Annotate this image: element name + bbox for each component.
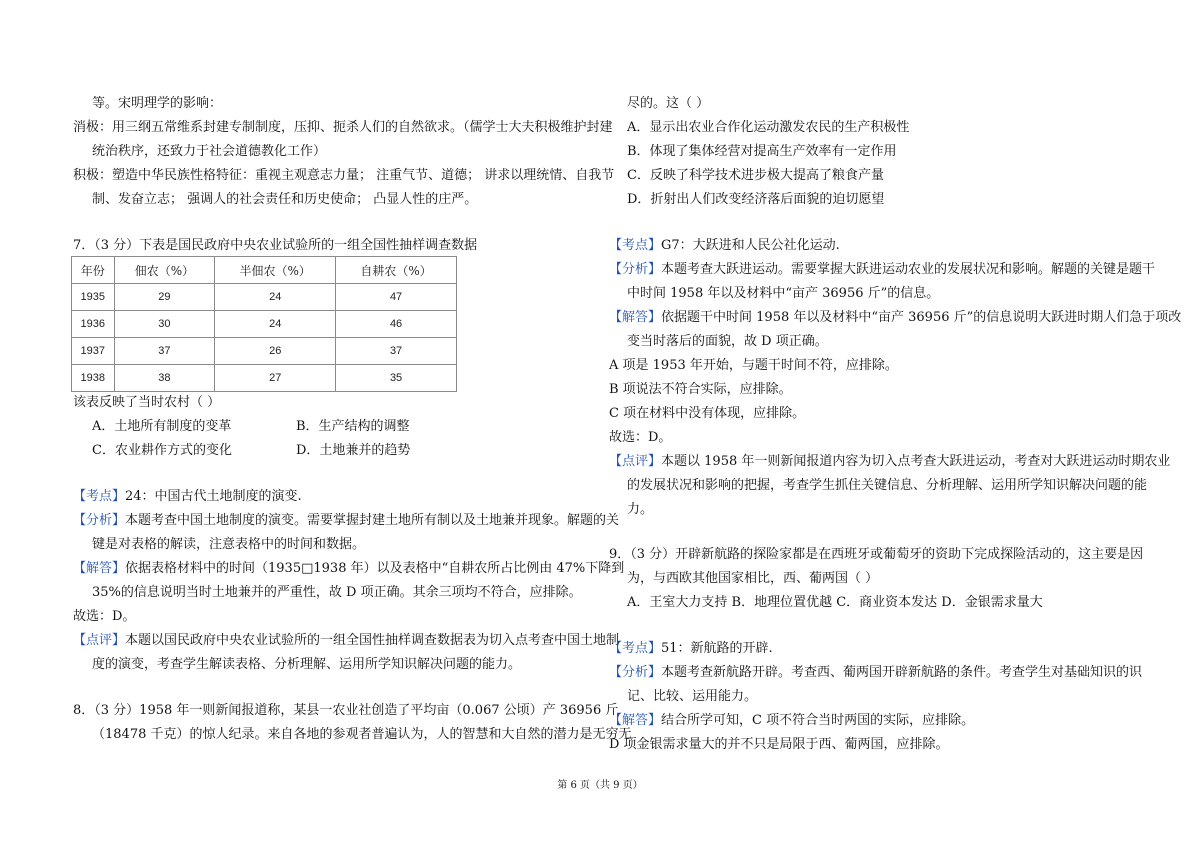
kaodian-text: 24：中国古代土地制度的演变.: [125, 489, 302, 504]
text-line: 尽的。这（ ）: [627, 96, 710, 111]
jieda-text: 依据表格材料中的时间（1935□1938 年）以及表格中“自耕农所占比例由 47%下降到: [125, 561, 625, 576]
table-cell: 46: [336, 311, 457, 338]
table-cell: 1938: [72, 365, 115, 392]
table-cell: 35: [336, 365, 457, 392]
kaodian-line: [609, 238, 840, 254]
option-d: D．土地兼并的趋势: [296, 443, 411, 458]
jieda-tag: 【解答】: [609, 310, 662, 325]
option-a: A．土地所有制度的变革: [92, 419, 232, 434]
option-a: A．显示出农业合作化运动激发农民的生产积极性: [627, 120, 910, 135]
text-line: C 项在材料中没有体现，应排除。: [609, 406, 806, 421]
dianping-tag: 【点评】: [609, 454, 662, 469]
table-cell: 37: [336, 338, 457, 365]
text-line: B 项说法不符合实际，应排除。: [609, 382, 792, 397]
fenxi-line: [609, 262, 1155, 278]
table-cell: 1936: [72, 311, 115, 338]
text-line: 统治秩序，还致力于社会道德教化工作）: [92, 144, 327, 159]
option-b: B．体现了集体经营对提高生产效率有一定作用: [627, 144, 897, 159]
text-line: 的发展状况和影响的把握，考查学生抓住关键信息、分析理解、运用所学知识解决问题的能: [627, 478, 1148, 493]
table-cell: 38: [114, 365, 215, 392]
text-line: A 项是 1953 年开始，与题干时间不符，应排除。: [609, 358, 898, 373]
text-line: 消极：用三纲五常维系封建专制制度，压抑、扼杀人们的自然欲求。（儒学士大夫积极维护封建: [73, 120, 613, 135]
dianping-text: 本题以 1958 年一则新闻报道内容为切入点考查大跃进运动，考查对大跃进运动时期农业: [661, 454, 1171, 469]
page-footer: 第 6 页（共 9 页）: [557, 780, 643, 791]
table-row: [72, 338, 457, 365]
text-line: 记、比较、运用能力。: [627, 689, 758, 704]
fenxi-line: [609, 665, 1142, 681]
kaodian-tag: 【考点】: [73, 489, 126, 504]
answer-line: 故选：D。: [609, 430, 672, 445]
option-c: C．反映了科学技术进步极大提高了粮食产量: [627, 168, 884, 183]
text-line: 积极：塑造中华民族性格特征：重视主观意志力量； 注重气节、道德； 讲求以理统情、自我节: [73, 168, 615, 183]
table-cell: 24: [215, 311, 336, 338]
option-d: D．折射出人们改变经济落后面貌的迫切愿望: [627, 192, 885, 207]
fenxi-line: [73, 513, 619, 529]
table-header-cell: 年份: [72, 257, 115, 284]
table-header-row: [72, 257, 457, 284]
fenxi-text: 本题考查中国土地制度的演变。需要掌握封建土地所有制以及土地兼并现象。解题的关: [125, 513, 620, 528]
question-9: 9．（3 分）开辟新航路的探险家都是在西班牙或葡萄牙的资助下完成探险活动的，这主要是因: [609, 547, 1144, 562]
text-line: 中时间 1958 年以及材料中“亩产 36956 斤”的信息。: [627, 286, 940, 301]
text-line: 35%的信息说明当时土地兼并的严重性，故 D 项正确。其余三项均不符合，应排除。: [92, 585, 582, 600]
survey-table: [71, 256, 457, 392]
table-cell: 26: [215, 338, 336, 365]
jieda-tag: 【解答】: [73, 561, 126, 576]
table-header-cell: 佃农（%）: [114, 257, 215, 284]
table-cell: 29: [114, 284, 215, 311]
fenxi-tag: 【分析】: [609, 665, 662, 680]
kaodian-text: G7：大跃进和人民公社化运动.: [661, 238, 840, 253]
jieda-text: 结合所学可知，C 项不符合当时两国的实际，应排除。: [661, 713, 975, 728]
question-stem: 该表反映了当时农村（ ）: [73, 395, 221, 410]
text-line: 力。: [627, 502, 654, 517]
text-line: 键是对表格的解读，注意表格中的时间和数据。: [92, 537, 366, 552]
option-b: B．生产结构的调整: [296, 419, 410, 434]
table-header-cell: 半佃农（%）: [215, 257, 336, 284]
table-cell: 37: [114, 338, 215, 365]
kaodian-tag: 【考点】: [609, 238, 662, 253]
table-cell: 27: [215, 365, 336, 392]
jieda-text: 依据题干中时间 1958 年以及材料中“亩产 36956 斤”的信息说明大跃进时期人们急于项改: [661, 310, 1182, 325]
option-c: C．农业耕作方式的变化: [92, 443, 232, 458]
table-cell: 1937: [72, 338, 115, 365]
jieda-tag: 【解答】: [609, 713, 662, 728]
text-line: 等。宋明理学的影响：: [92, 96, 223, 111]
text-line: 为，与西欧其他国家相比，西、葡两国（ ）: [627, 571, 879, 586]
table-row: [72, 311, 457, 338]
text-line: （18478 千克）的惊人纪录。来自各地的参观者普遍认为，人的智慧和大自然的潜力是无穷无: [92, 727, 632, 742]
fenxi-tag: 【分析】: [73, 513, 126, 528]
fenxi-text: 本题考查大跃进运动。需要掌握大跃进运动农业的发展状况和影响。解题的关键是题干: [661, 262, 1156, 277]
jieda-line: [73, 561, 624, 577]
table-cell: 1935: [72, 284, 115, 311]
fenxi-text: 本题考查新航路开辟。考查西、葡两国开辟新航路的条件。考查学生对基础知识的识: [661, 665, 1143, 680]
options-line: A．王室大力支持 B．地理位置优越 C．商业资本发达 D．金银需求量大: [627, 595, 1043, 610]
dianping-text: 本题以国民政府中央农业试验所的一组全国性抽样调查数据表为切入点考查中国土地制: [125, 633, 620, 648]
jieda-line: [609, 310, 1181, 326]
kaodian-text: 51：新航路的开辟.: [661, 641, 773, 656]
table-row: [72, 365, 457, 392]
question-8: 8．（3 分）1958 年一则新闻报道称，某县一农业社创造了平均亩（0.067 公顷）产 36956 斤: [73, 703, 619, 718]
jieda-line: [609, 713, 974, 729]
kaodian-line: [73, 489, 302, 505]
text-line: 变当时落后的面貌，故 D 项正确。: [627, 334, 828, 349]
answer-line: 故选：D。: [73, 609, 136, 624]
kaodian-line: [609, 641, 773, 657]
table-cell: 47: [336, 284, 457, 311]
fenxi-tag: 【分析】: [609, 262, 662, 277]
table-cell: 24: [215, 284, 336, 311]
text-line: D 项金银需求量大的并不只是局限于西、葡两国，应排除。: [609, 737, 949, 752]
kaodian-tag: 【考点】: [609, 641, 662, 656]
table-cell: 30: [114, 311, 215, 338]
text-line: 制、发奋立志； 强调人的社会责任和历史使命； 凸显人性的庄严。: [92, 192, 478, 207]
table-header-cell: 自耕农（%）: [336, 257, 457, 284]
dianping-line: [609, 454, 1170, 470]
text-line: 度的演变，考查学生解读表格、分析理解、运用所学知识解决问题的能力。: [92, 657, 522, 672]
table-row: [72, 284, 457, 311]
dianping-tag: 【点评】: [73, 633, 126, 648]
question-7: 7．（3 分）下表是国民政府中央农业试验所的一组全国性抽样调查数据: [73, 238, 478, 253]
dianping-line: [73, 633, 619, 649]
